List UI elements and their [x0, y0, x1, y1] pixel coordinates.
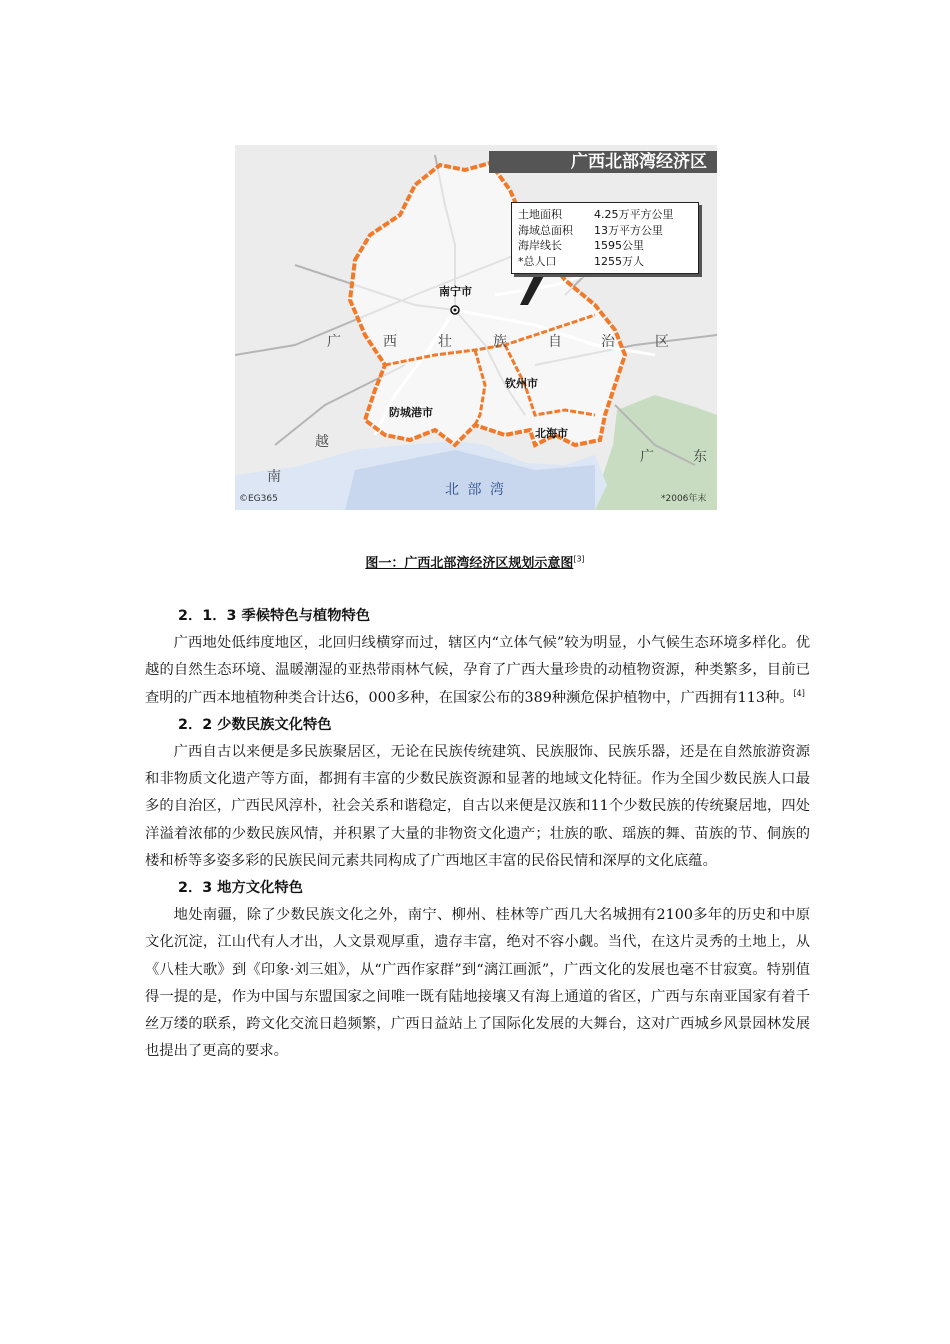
- info-row: [518, 238, 692, 254]
- info-row: [518, 207, 692, 223]
- region-label-char: 西: [383, 334, 397, 350]
- guangdong-label-char: 广: [640, 449, 654, 465]
- body-text: [145, 603, 810, 1065]
- city-label-qinzhou: 钦州市: [505, 377, 538, 390]
- section-paragraph: 广西自古以来便是多民族聚居区，无论在民族传统建筑、民族服饰、民族乐器，还是在自然旅游资源和非物质文化遗产等方面，都拥有丰富的少数民族资源和显著的地域文化特征。作为全国少数民族人口最多的自治区，广西民风淳朴，社会关系和谐稳定，自古以来便是汉族和11个少数民族的传统聚居地，四处洋溢着浓郁的少数民族风情，并积累了大量的非物资文化遗产；壮族的歌、瑶族的舞、苗族的节、侗族的楼和桥等多姿多彩的民族民间元素共同构成了广西地区丰富的民俗民情和深厚的文化底蕴。: [145, 744, 810, 869]
- section-paragraph: 地处南疆，除了少数民族文化之外，南宁、柳州、桂林等广西几大名城拥有2100多年的历史和中原文化沉淀，江山代有人才出，人文景观厚重，遗存丰富，绝对不容小觑。当代，在这片灵秀的土地上，从《八桂大歌》到《印象·刘三姐》，从“广西作家群”到“漓江画派”，广西文化的发展也毫不甘寂寞。特别值得一提的是，作为中国与东盟国家之间唯一既有陆地接壤又有海上通道的省区，广西与东南亚国家有着千丝万缕的联系，跨文化交流日趋频繁，广西日益站上了国际化发展的大舞台，这对广西城乡风景园林发展也提出了更高的要求。: [145, 907, 810, 1060]
- info-label: *总人口: [518, 254, 557, 268]
- info-label: 海岸线长: [518, 239, 562, 252]
- caption-reference: [3]: [573, 554, 585, 564]
- info-label: 土地面积: [518, 208, 562, 221]
- section-paragraph: [145, 630, 810, 712]
- economic-zone-map: [235, 145, 717, 510]
- info-value: 13万平方公里: [594, 223, 663, 237]
- paragraph-reference: [4]: [793, 688, 805, 698]
- info-value: 4.25万平方公里: [594, 208, 674, 221]
- map-copyright: ©EG365: [239, 494, 278, 504]
- vietnam-label-char: 南: [267, 469, 281, 485]
- info-row: [518, 223, 692, 239]
- info-value: 1255万人: [594, 254, 644, 268]
- region-label-char: 族: [493, 334, 507, 350]
- section-heading: 2．1．3 季候特色与植物特色: [178, 608, 371, 624]
- region-label-char: 自: [548, 334, 562, 350]
- info-label: 海域总面积: [518, 223, 573, 237]
- info-value: 1595公里: [594, 239, 644, 252]
- info-row: [518, 254, 692, 270]
- section-heading: 2．3 地方文化特色: [178, 880, 303, 897]
- paragraph-text: 广西地处低纬度地区，北回归线横穿而过，辖区内“立体气候”较为明显，小气候生态环境多样化。优越的自然生态环境、温暖潮湿的亚热带雨林气候，孕育了广西大量珍贵的动植物资源，种类繁多，目前已查明的广西本地植物种类合计达6，000多种，在国家公布的389种濒危保护植物中，广西拥有113种。: [145, 635, 810, 706]
- zone-info-box: [511, 202, 699, 274]
- figure-caption: [0, 552, 950, 571]
- map-title: 广西北部湾经济区: [489, 151, 717, 173]
- region-label-char: 区: [655, 334, 669, 350]
- region-label-char: 壮: [438, 334, 452, 350]
- map-footnote: *2006年末: [661, 494, 707, 504]
- sea-label: 北 部 湾: [445, 482, 506, 498]
- guangdong-label-char: 东: [693, 449, 707, 465]
- vietnam-label-char: 越: [315, 434, 329, 450]
- caption-text: 图一：广西北部湾经济区规划示意图: [365, 556, 574, 571]
- region-label-char: 治: [601, 334, 615, 350]
- section-heading: 2．2 少数民族文化特色: [178, 716, 332, 733]
- region-label-char: 广: [327, 334, 341, 350]
- city-label-beihai: 北海市: [535, 427, 568, 440]
- city-label-fangchenggang: 防城港市: [389, 406, 433, 419]
- city-label-nanning: 南宁市: [439, 285, 472, 298]
